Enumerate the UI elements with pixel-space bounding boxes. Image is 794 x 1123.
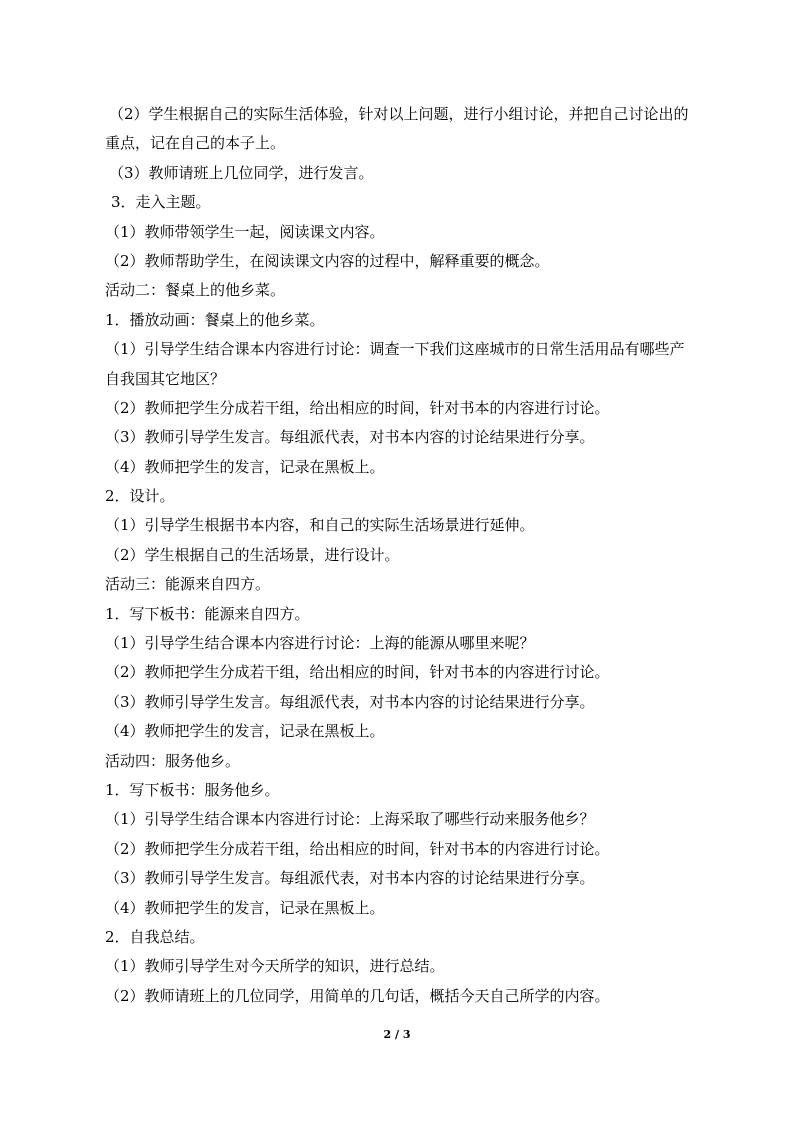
document-line: （1）引导学生结合课本内容进行讨论：上海的能源从哪里来呢？ [105,634,535,653]
document-line: 重点，记在自己的本子上。 [105,134,286,153]
document-line: （1）教师带领学生一起，阅读课文内容。 [105,222,385,241]
document-line: （4）教师把学生的发言，记录在黑板上。 [105,722,385,741]
document-line: （2）教师把学生分成若干组，给出相应的时间，针对书本的内容进行讨论。 [105,398,610,417]
document-line: （2）教师请班上的几位同学，用简单的几句话，概括今天自己所学的内容。 [105,986,610,1005]
document-line: （1）引导学生根据书本内容，和自己的实际生活场景进行延伸。 [105,516,535,535]
document-line: （3）教师请班上几位同学，进行发言。 [109,163,374,182]
document-line: 1．写下板书：能源来自四方。 [105,604,310,623]
document-line: （2）教师帮助学生，在阅读课文内容的过程中，解释重要的概念。 [105,251,550,270]
document-line: （3）教师引导学生发言。每组派代表，对书本内容的讨论结果进行分享。 [105,428,595,447]
document-line: 1．播放动画：餐桌上的他乡菜。 [105,310,325,329]
document-line: （1）引导学生结合课本内容进行讨论：上海采取了哪些行动来服务他乡？ [105,810,595,829]
document-line: （2）学生根据自己的实际生活体验，针对以上问题，进行小组讨论，并把自己讨论出的 [109,105,689,123]
document-line: （3）教师引导学生发言。每组派代表，对书本内容的讨论结果进行分享。 [105,692,595,711]
document-line: （2）学生根据自己的生活场景，进行设计。 [105,545,400,564]
document-line: （2）教师把学生分成若干组，给出相应的时间，针对书本的内容进行讨论。 [105,663,610,682]
document-line: 活动二：餐桌上的他乡菜。 [105,281,286,300]
document-line: 活动四：服务他乡。 [105,751,241,770]
document-line: 2．设计。 [105,487,175,506]
page-number: 2 / 3 [383,1028,411,1041]
document-line: 2．自我总结。 [105,927,205,946]
document-line: 3．走入主题。 [111,193,211,212]
document-line: 自我国其它地区？ [105,369,226,388]
document-line: 1．写下板书：服务他乡。 [105,780,280,799]
document-line: （4）教师把学生的发言，记录在黑板上。 [105,457,385,476]
document-line: （4）教师把学生的发言，记录在黑板上。 [105,898,385,917]
document-line: （1）教师引导学生对今天所学的知识，进行总结。 [105,957,445,976]
document-line: （3）教师引导学生发言。每组派代表，对书本内容的讨论结果进行分享。 [105,869,595,888]
document-line: 活动三：能源来自四方。 [105,575,271,594]
document-line: （1）引导学生结合课本内容进行讨论：调查一下我们这座城市的日常生活用品有哪些产 [105,340,685,359]
document-line: （2）教师把学生分成若干组，给出相应的时间，针对书本的内容进行讨论。 [105,839,610,858]
document-body [105,100,725,1011]
